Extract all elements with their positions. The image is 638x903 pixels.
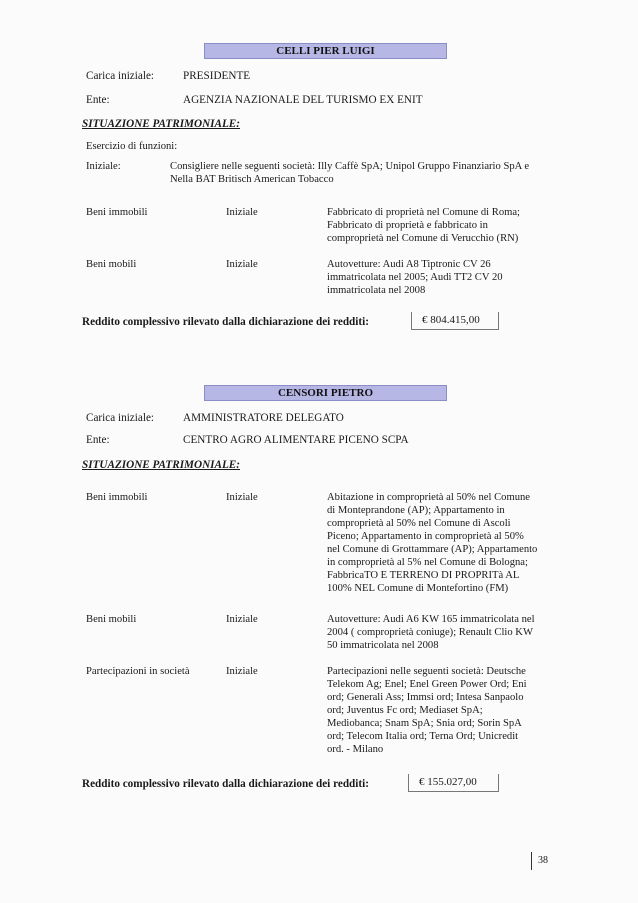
ente-value: CENTRO AGRO ALIMENTARE PICENO SCPA bbox=[183, 434, 409, 446]
carica-label: Carica iniziale: bbox=[86, 70, 155, 82]
detail-line: immatricolata nel 2005; Audi TT2 CV 20 bbox=[327, 272, 503, 283]
detail-line: ord. - Milano bbox=[327, 744, 384, 755]
person-header-celli: CELLI PIER LUIGI bbox=[204, 43, 447, 59]
detail-line: Autovetture: Audi A8 Tiptronic CV 26 bbox=[327, 259, 491, 270]
detail-line: ord; Telecom Italia ord; Terna Ord; Unicredit bbox=[327, 731, 519, 742]
row-category: Beni immobili bbox=[86, 207, 148, 218]
reddito-label: Reddito complessivo rilevato dalla dichiarazione dei redditi: bbox=[82, 778, 369, 790]
ente-label: Ente: bbox=[86, 434, 110, 446]
detail-line: Autovetture: Audi A6 KW 165 immatricolata nel bbox=[327, 614, 535, 625]
detail-line: 2004 ( comproprietà coniuge); Renault Clio KW bbox=[327, 627, 533, 638]
reddito-amount-box bbox=[408, 774, 499, 792]
detail-line: ord; Juventus Fc ord; Mediaset SpA; bbox=[327, 705, 483, 716]
row-category: Beni mobili bbox=[86, 614, 137, 625]
detail-line: Fabbricato di proprietà nel Comune di Roma; bbox=[327, 207, 520, 218]
carica-value: AMMINISTRATORE DELEGATO bbox=[183, 412, 344, 424]
reddito-amount-box bbox=[411, 312, 499, 330]
row-detail bbox=[327, 491, 537, 595]
row-category: Beni immobili bbox=[86, 492, 148, 503]
iniziale-value: Consigliere nelle seguenti società: Illy Caffè SpA; Unipol Gruppo Finanziario SpA e Nella BAT Britisch American Tobacco bbox=[170, 161, 530, 185]
detail-line: immatricolata nel 2008 bbox=[327, 285, 426, 296]
row-phase: Iniziale bbox=[226, 492, 258, 503]
detail-line: Telekom Ag; Enel; Enel Green Power Ord; Eni bbox=[327, 679, 527, 690]
situazione-patrimoniale-title: SITUAZIONE PATRIMONIALE: bbox=[82, 459, 240, 471]
esercizio-label: Esercizio di funzioni: bbox=[86, 141, 178, 152]
detail-line: comproprietà nel Comune di Verucchio (RN) bbox=[327, 233, 519, 244]
detail-line: di Monteprandone (AP); Appartamento in bbox=[327, 505, 505, 516]
row-phase: Iniziale bbox=[226, 207, 258, 218]
detail-line: 100% NEL Comune di Montefortino (FM) bbox=[327, 583, 509, 594]
detail-line: Abitazione in comproprietà al 50% nel Comune bbox=[327, 492, 530, 503]
reddito-amount: € 804.415,00 bbox=[422, 314, 480, 326]
reddito-label: Reddito complessivo rilevato dalla dichiarazione dei redditi: bbox=[82, 316, 369, 328]
row-category: Beni mobili bbox=[86, 259, 137, 270]
ente-label: Ente: bbox=[86, 94, 110, 106]
row-phase: Iniziale bbox=[226, 666, 258, 677]
reddito-amount: € 155.027,00 bbox=[419, 776, 477, 788]
detail-line: nel Comune di Grottammare (AP); Appartamento bbox=[327, 544, 538, 555]
detail-line: Piceno; Appartamento in comproprietà al 50% bbox=[327, 531, 524, 542]
detail-line: Mediobanca; Snam SpA; Snia ord; Sorin SpA bbox=[327, 718, 522, 729]
detail-line: 50 immatricolata nel 2008 bbox=[327, 640, 439, 651]
situazione-patrimoniale-title: SITUAZIONE PATRIMONIALE: bbox=[82, 118, 240, 130]
row-category: Partecipazioni in società bbox=[86, 666, 190, 677]
person-header-censori: CENSORI PIETRO bbox=[204, 385, 447, 401]
row-detail bbox=[327, 206, 520, 245]
detail-line: Partecipazioni nelle seguenti società: Deutsche bbox=[327, 666, 526, 677]
detail-line: ord; Generali Ass; Immsi ord; Intesa Sanpaolo bbox=[327, 692, 524, 703]
row-phase: Iniziale bbox=[226, 259, 258, 270]
row-phase: Iniziale bbox=[226, 614, 258, 625]
detail-line: in comproprietà al 5% nel Comune di Bologna; bbox=[327, 557, 528, 568]
detail-line: Fabbricato di proprietà e fabbricato in bbox=[327, 220, 488, 231]
row-detail bbox=[327, 613, 535, 652]
ente-value: AGENZIA NAZIONALE DEL TURISMO EX ENIT bbox=[183, 94, 423, 106]
row-detail bbox=[327, 258, 503, 297]
row-detail bbox=[327, 665, 527, 756]
carica-value: PRESIDENTE bbox=[183, 70, 251, 82]
page-number: 38 bbox=[531, 852, 548, 870]
detail-line: comproprietà al 50% nel Comune di Ascoli bbox=[327, 518, 511, 529]
detail-line: FabbricaTO E TERRENO DI PROPRITà AL bbox=[327, 570, 520, 581]
carica-label: Carica iniziale: bbox=[86, 412, 155, 424]
iniziale-label: Iniziale: bbox=[86, 161, 121, 172]
